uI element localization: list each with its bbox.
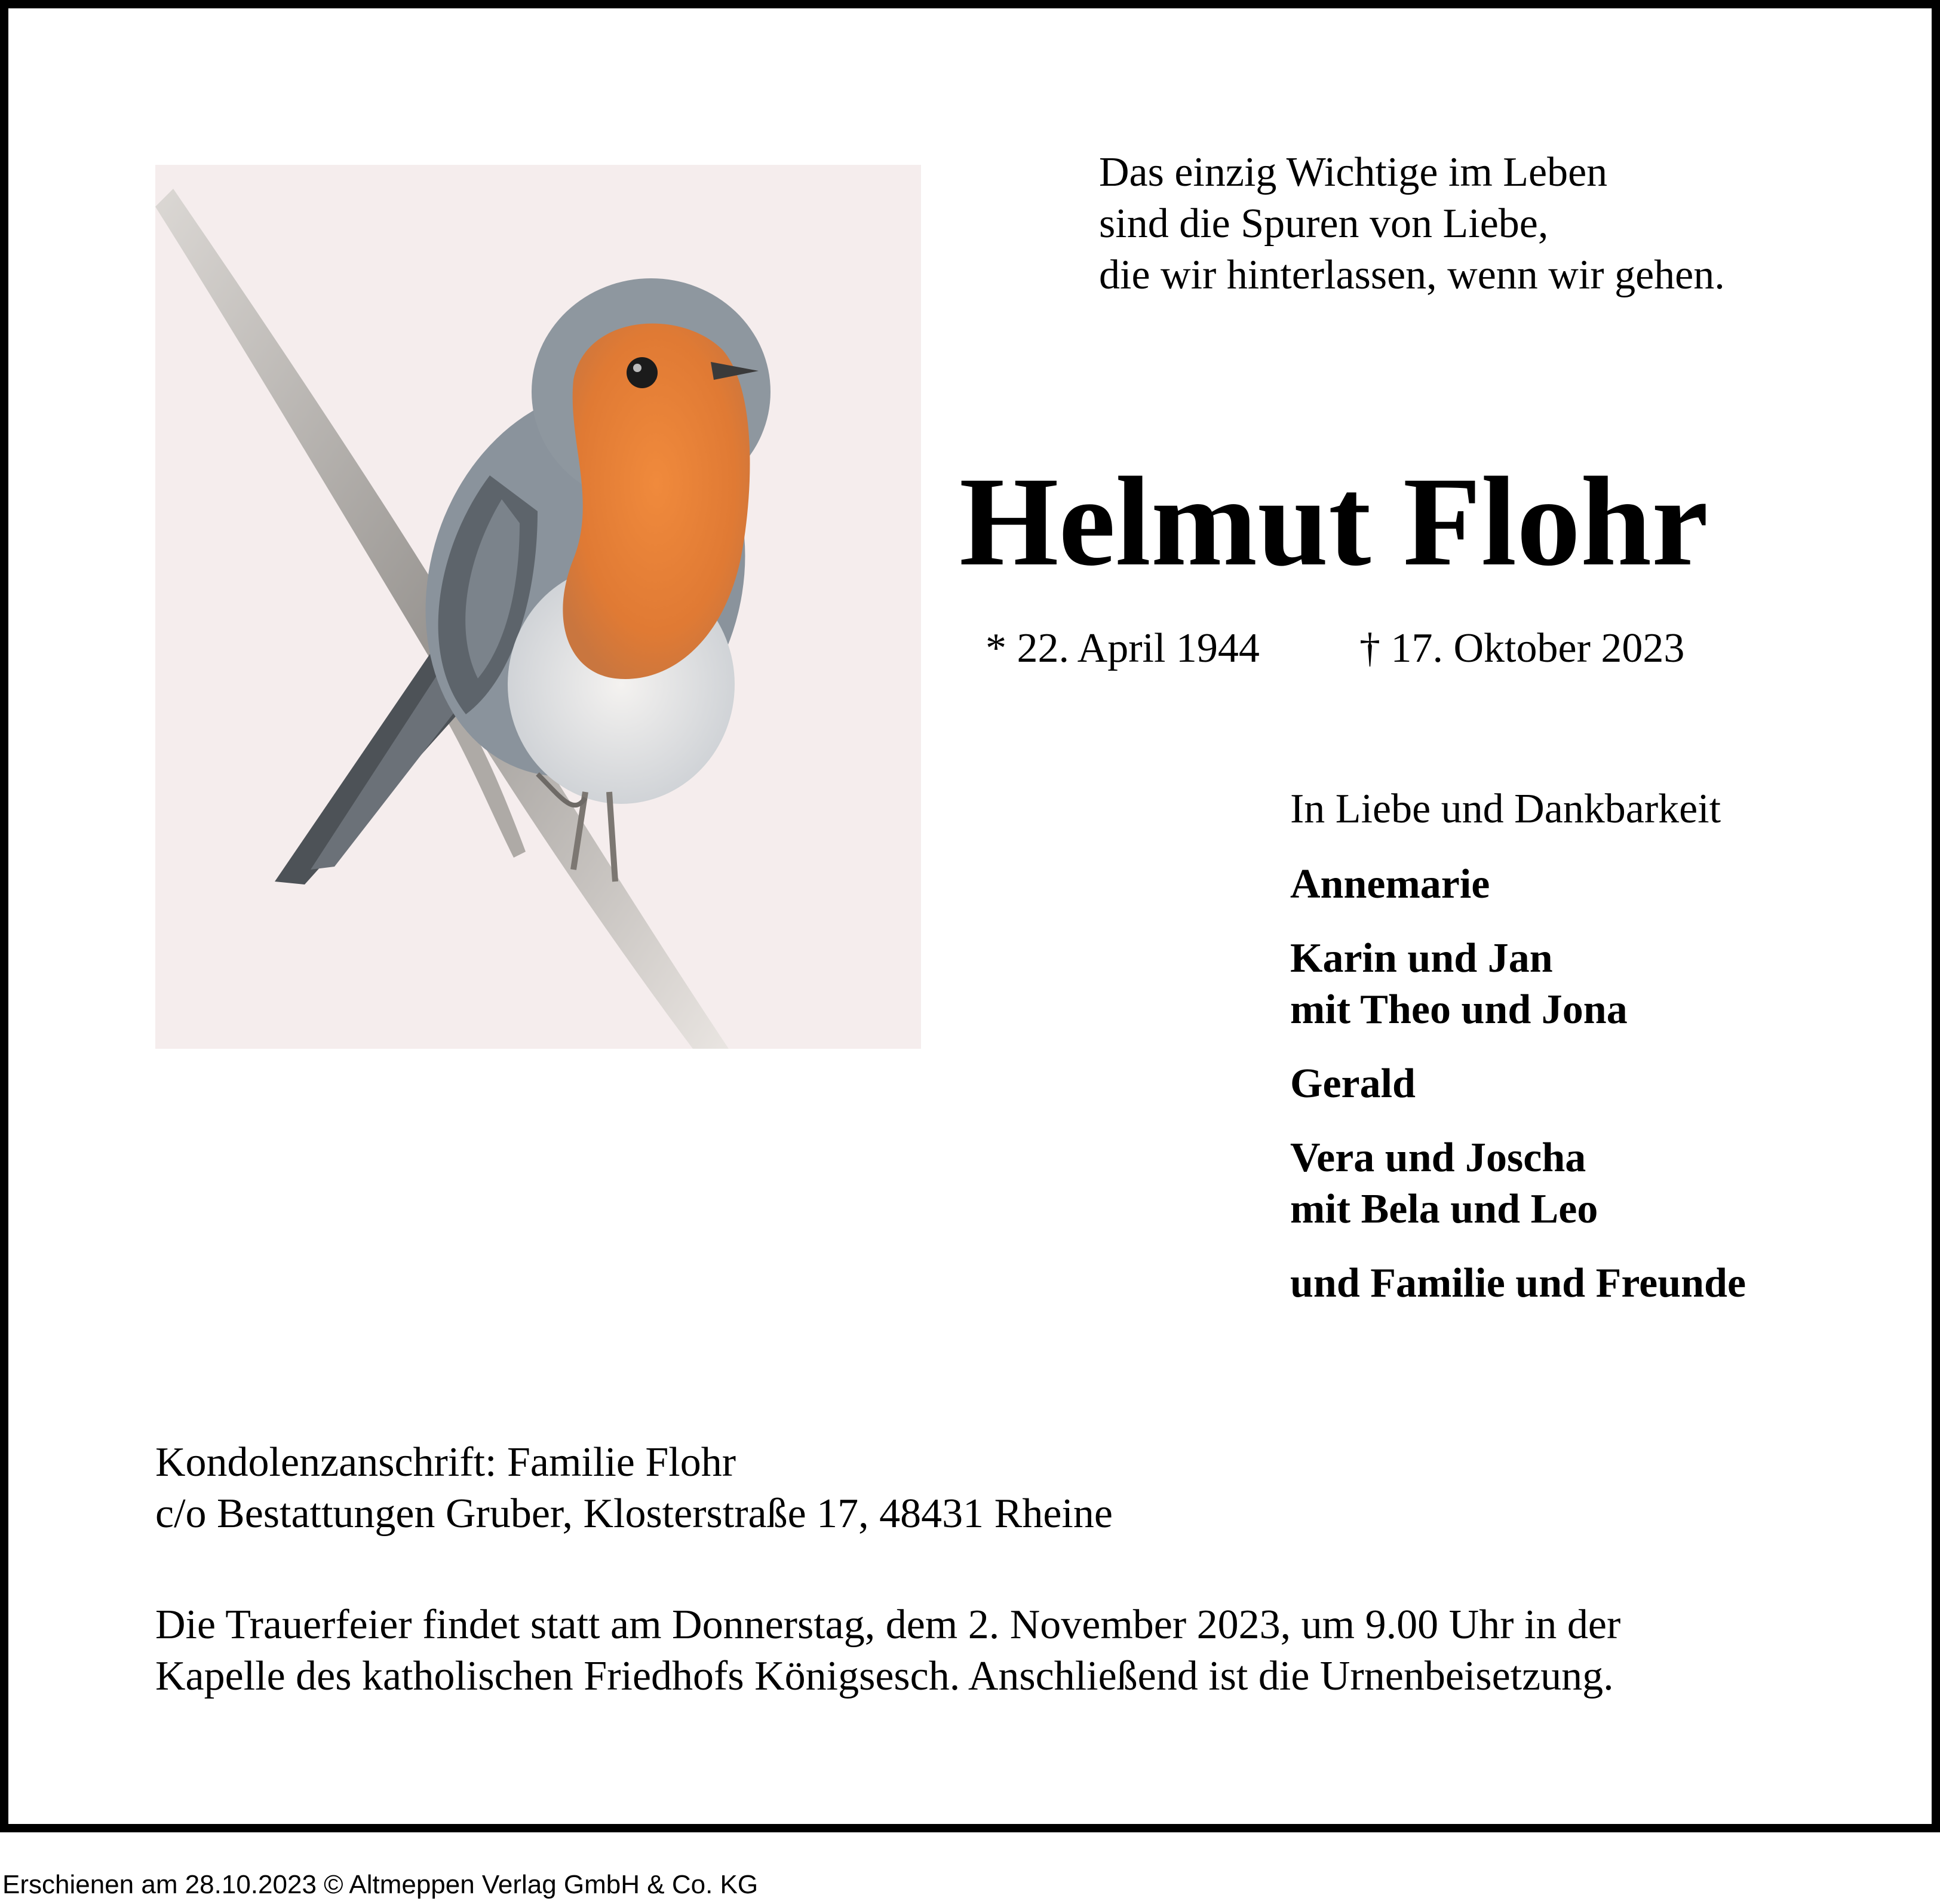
mourner-name: mit Bela und Leo bbox=[1290, 1186, 1598, 1232]
mourner-name: Karin und Jan bbox=[1290, 935, 1553, 981]
mourner-name: Vera und Joscha bbox=[1290, 1135, 1586, 1181]
mourner-group bbox=[1290, 1058, 1746, 1110]
motto-line: Das einzig Wichtige im Leben bbox=[1099, 149, 1608, 195]
ceremony-line: Kapelle des katholischen Friedhofs Königsesch. Anschließend ist die Urnenbeisetzung. bbox=[155, 1653, 1614, 1699]
deceased-name: Helmut Flohr bbox=[959, 451, 1709, 592]
mourner-name: Annemarie bbox=[1290, 861, 1490, 907]
robin-eye bbox=[627, 357, 658, 388]
mourner-group bbox=[1290, 859, 1746, 910]
address-line: c/o Bestattungen Gruber, Klosterstraße 17, 48431 Rheine bbox=[155, 1491, 1113, 1537]
funeral-ceremony-info bbox=[155, 1599, 1620, 1702]
mourner-name: Gerald bbox=[1290, 1061, 1416, 1107]
mourner-group bbox=[1290, 933, 1746, 1036]
robin-photo bbox=[155, 165, 921, 1049]
motto-quote bbox=[1099, 147, 1725, 301]
mourners-list bbox=[1290, 784, 1746, 1332]
motto-line: sind die Spuren von Liebe, bbox=[1099, 201, 1549, 247]
mourner-group bbox=[1290, 1132, 1746, 1235]
birth-date: * 22. April 1944 bbox=[986, 625, 1260, 671]
publication-footer: Erschienen am 28.10.2023 © Altmeppen Verlag GmbH & Co. KG bbox=[2, 1870, 759, 1899]
address-line: Kondolenzanschrift: Familie Flohr bbox=[155, 1439, 736, 1485]
ceremony-line: Die Trauerfeier findet statt am Donnerstag, dem 2. November 2023, um 9.00 Uhr in der bbox=[155, 1602, 1621, 1648]
condolence-address bbox=[155, 1437, 1113, 1540]
mourner-group bbox=[1290, 1258, 1746, 1309]
mourner-name: mit Theo und Jona bbox=[1290, 987, 1628, 1033]
mourners-intro: In Liebe und Dankbarkeit bbox=[1290, 786, 1721, 832]
motto-line: die wir hinterlassen, wenn wir gehen. bbox=[1099, 252, 1725, 298]
death-date: † 17. Oktober 2023 bbox=[1359, 625, 1685, 671]
robin-illustration bbox=[155, 165, 921, 1049]
mourner-name: und Familie und Freunde bbox=[1290, 1260, 1746, 1306]
